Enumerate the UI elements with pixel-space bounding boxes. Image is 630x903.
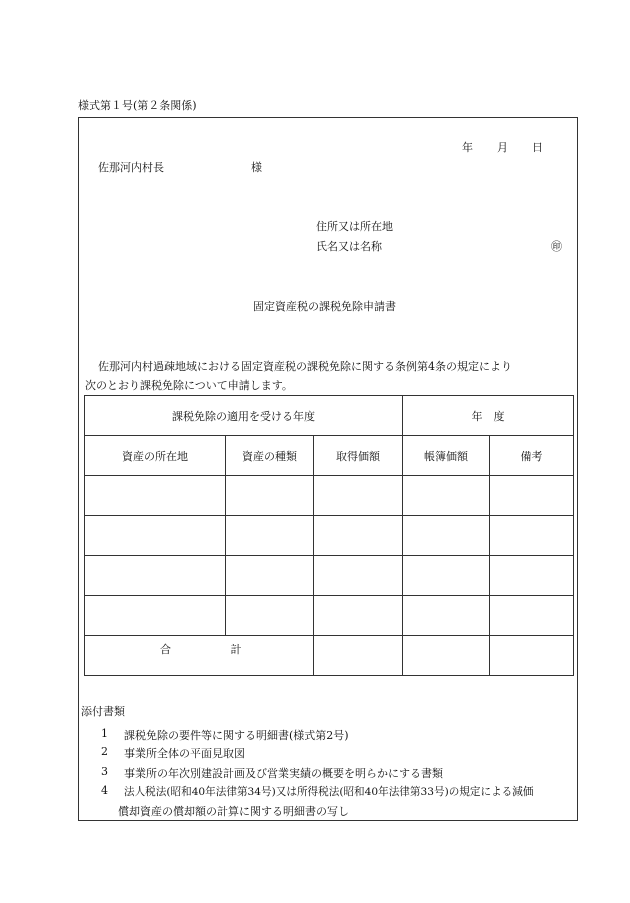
table-cell[interactable] <box>314 476 403 516</box>
total-acquisition-cell[interactable] <box>314 636 403 676</box>
attachment-text: 法人税法(昭和40年法律第34号)又は所得税法(昭和40年法律第33号)の規定による減価 <box>124 786 534 798</box>
total-label-2: 計 <box>230 643 242 656</box>
total-label-1: 合 <box>160 643 171 656</box>
asset-table <box>84 395 574 676</box>
col-header-acquisition-cost: 取得価額 <box>314 436 403 476</box>
attachment-number: 3 <box>101 765 108 778</box>
table-cell[interactable] <box>85 516 226 556</box>
attachment-text-continuation: 償却資産の償却額の計算に関する明細書の写し <box>118 805 349 818</box>
table-cell[interactable] <box>403 476 490 516</box>
addressee-honorific: 様 <box>251 161 262 174</box>
total-remarks-cell[interactable] <box>490 636 574 676</box>
table-cell[interactable] <box>85 596 226 636</box>
year-value-cell: 年 度 <box>403 396 574 436</box>
table-cell[interactable] <box>490 596 574 636</box>
addressee-name: 佐那河内村長 <box>98 161 164 174</box>
table-cell[interactable] <box>490 556 574 596</box>
applicant-address-label: 住所又は所在地 <box>316 220 393 233</box>
table-row <box>85 596 574 636</box>
table-cell[interactable] <box>403 556 490 596</box>
table-cell[interactable] <box>314 556 403 596</box>
table-cell[interactable] <box>226 476 314 516</box>
date-month-label: 月 <box>497 141 508 154</box>
table-cell[interactable] <box>226 596 314 636</box>
seal-mark: ㊞ <box>551 240 562 253</box>
total-label-cell <box>85 636 314 676</box>
attachment-number: 2 <box>101 745 108 758</box>
total-row <box>85 636 574 676</box>
table-cell[interactable] <box>314 516 403 556</box>
year-label-cell: 課税免除の適用を受ける年度 <box>85 396 403 436</box>
table-cell[interactable] <box>403 516 490 556</box>
attachment-number: 4 <box>101 784 108 797</box>
attachment-number: 1 <box>101 727 108 740</box>
col-header-type: 資産の種類 <box>226 436 314 476</box>
body-line-1: 佐那河内村過疎地域における固定資産税の課税免除に関する条例第4条の規定により <box>98 360 512 373</box>
date-year-label: 年 <box>462 141 473 154</box>
table-cell[interactable] <box>226 516 314 556</box>
table-cell[interactable] <box>490 516 574 556</box>
table-cell[interactable] <box>490 476 574 516</box>
body-line-2: 次のとおり課税免除について申請します。 <box>85 379 293 392</box>
table-cell[interactable] <box>85 556 226 596</box>
table-cell[interactable] <box>403 596 490 636</box>
column-header-row <box>85 436 574 476</box>
applicant-name-label: 氏名又は名称 <box>316 240 382 253</box>
attachment-text: 課税免除の要件等に関する明細書(様式第2号) <box>124 729 349 742</box>
table-row <box>85 476 574 516</box>
table-cell[interactable] <box>226 556 314 596</box>
col-header-location: 資産の所在地 <box>85 436 226 476</box>
table-row <box>85 516 574 556</box>
table-row <box>85 556 574 596</box>
attachments-heading: 添付書類 <box>81 705 125 718</box>
col-header-remarks: 備考 <box>490 436 574 476</box>
table-cell[interactable] <box>314 596 403 636</box>
document-title: 固定資産税の課税免除申請書 <box>253 300 396 313</box>
total-book-value-cell[interactable] <box>403 636 490 676</box>
attachment-text: 事業所の年次別建設計画及び営業実績の概要を明らかにする書類 <box>124 767 443 780</box>
year-row <box>85 396 574 436</box>
form-number: 様式第１号(第２条関係) <box>78 99 197 112</box>
col-header-book-value: 帳簿価額 <box>403 436 490 476</box>
attachment-text: 事業所全体の平面見取図 <box>124 747 245 760</box>
date-day-label: 日 <box>532 141 543 154</box>
table-cell[interactable] <box>85 476 226 516</box>
